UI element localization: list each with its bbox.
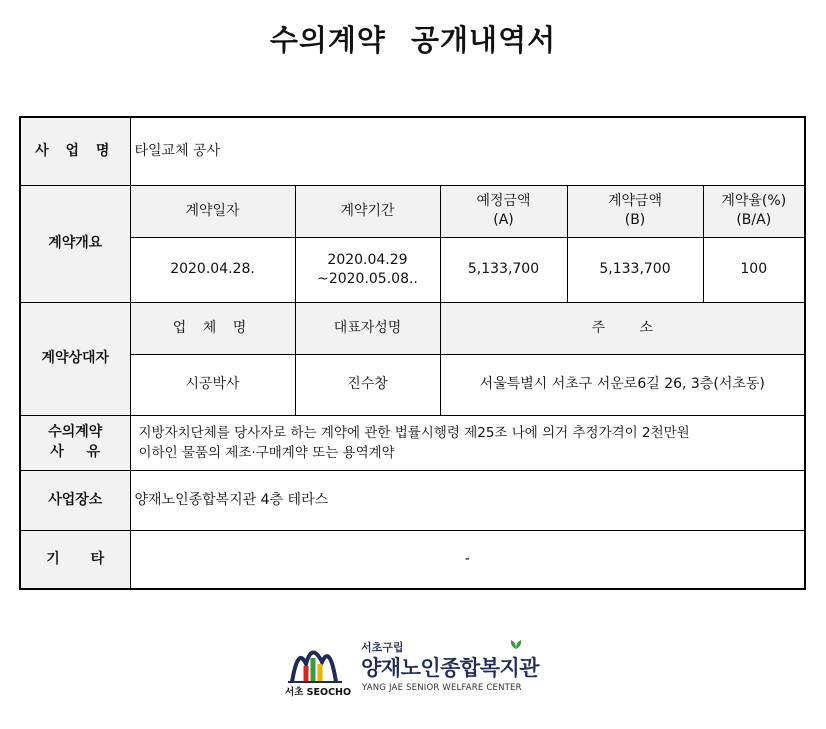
reason-text-line2: 이하인 물품의 제조·구매계약 또는 용역계약 — [138, 444, 395, 461]
reason-text-line1: 지방자치단체를 당사자로 하는 계약에 관한 법률시행령 제25조 나에 의거 추정가격이 2천만원 — [138, 424, 690, 441]
company-header: 업 체 명 — [130, 303, 295, 355]
representative-header: 대표자성명 — [295, 303, 440, 355]
contract-period-value — [295, 238, 440, 303]
contract-amount-header-line1: 계약금액 — [607, 192, 663, 209]
contract-rate-value: 100 — [703, 238, 805, 303]
reason-text — [130, 415, 805, 470]
estimated-amount-header-line1: 예정금액 — [476, 192, 531, 209]
logo-english-name: YANG JAE SENIOR WELFARE CENTER — [362, 683, 522, 693]
logo-subtitle: 서초구립 — [361, 641, 404, 654]
overview-values-row — [20, 238, 805, 303]
reason-row — [20, 415, 805, 470]
contract-date-value: 2020.04.28. — [130, 238, 295, 303]
company-value: 시공박사 — [130, 355, 295, 415]
organization-logo — [282, 634, 544, 696]
overview-label: 계약개요 — [20, 185, 130, 302]
contract-period-header: 계약기간 — [295, 185, 440, 237]
location-label: 사업장소 — [20, 470, 130, 530]
estimated-amount-header — [440, 185, 567, 237]
contract-disclosure-table — [19, 116, 806, 590]
contract-amount-value: 5,133,700 — [567, 238, 703, 303]
leaf-icon — [508, 638, 524, 650]
contract-date-header: 계약일자 — [130, 185, 295, 237]
contract-amount-header — [567, 185, 703, 237]
seocho-wordmark: 서초 SEOCHO — [285, 687, 352, 698]
contract-period-end: ~2020.05.08.. — [317, 271, 418, 288]
contract-rate-header-line2: (B/A) — [736, 212, 772, 229]
contract-amount-header-line2: (B) — [624, 212, 646, 229]
location-value: 양재노인종합복지관 4층 테라스 — [130, 470, 805, 530]
contract-rate-header — [703, 185, 805, 237]
estimated-amount-value: 5,133,700 — [440, 238, 567, 303]
counterparty-label: 계약상대자 — [20, 303, 130, 415]
project-label: 사 업 명 — [20, 117, 130, 185]
address-header: 주 소 — [440, 303, 805, 355]
project-row — [20, 117, 805, 185]
etc-label: 기 타 — [20, 531, 130, 589]
counterparty-header-row — [20, 303, 805, 355]
counterparty-values-row — [20, 355, 805, 415]
etc-value: - — [130, 531, 805, 589]
logo-name: 양재노인종합복지관 — [361, 656, 540, 680]
contract-rate-header-line1: 계약율(%) — [721, 192, 787, 209]
reason-label — [20, 415, 130, 470]
document-title: 수의계약 공개내역서 — [269, 23, 557, 57]
etc-row — [20, 531, 805, 589]
reason-label-line2: 사 유 — [50, 443, 101, 460]
project-name: 타일교체 공사 — [130, 117, 805, 185]
representative-value: 진수창 — [295, 355, 440, 415]
overview-header-row — [20, 185, 805, 237]
address-value: 서울특별시 서초구 서운로6길 26, 3층(서초동) — [440, 355, 805, 415]
estimated-amount-header-line2: (A) — [493, 212, 514, 229]
location-row — [20, 470, 805, 530]
contract-period-start: 2020.04.29 — [327, 251, 408, 268]
reason-label-line1: 수의계약 — [48, 424, 103, 441]
